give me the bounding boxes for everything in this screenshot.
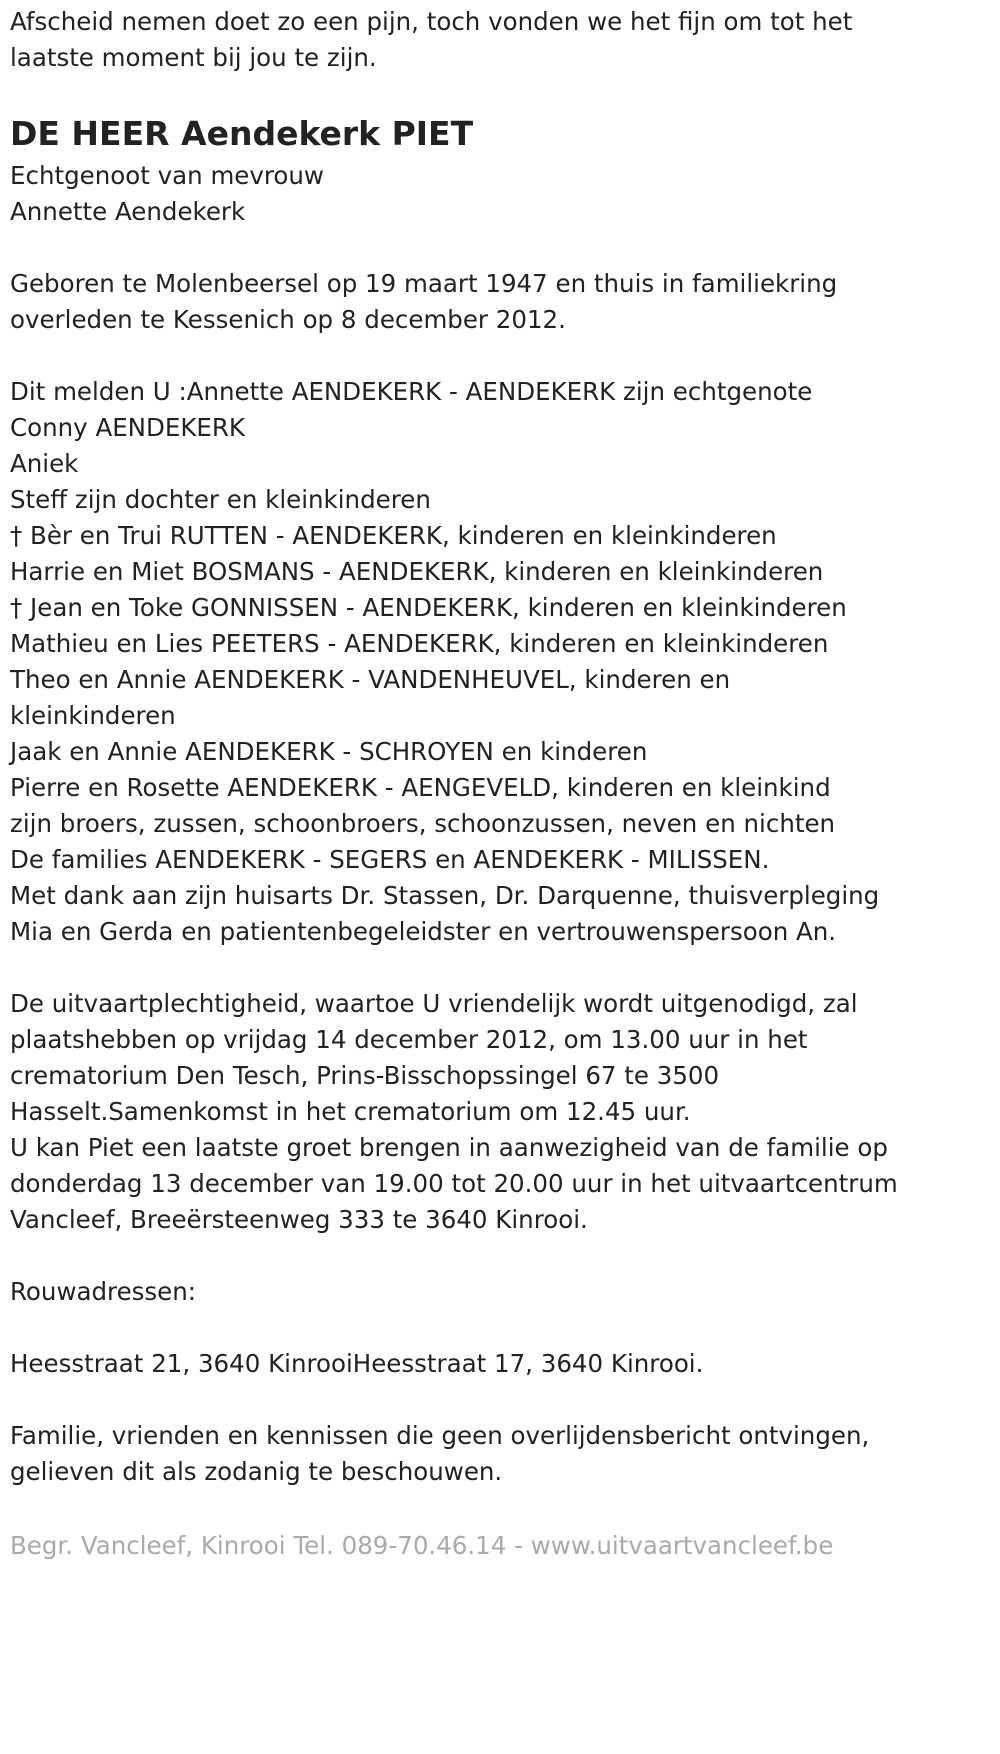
family-line: † Bèr en Trui RUTTEN - AENDEKERK, kinderen en kleinkinderen [10, 521, 777, 550]
spacer [10, 1382, 990, 1418]
family-line: De families AENDEKERK - SEGERS en AENDEKERK - MILISSEN. [10, 845, 770, 874]
intro-line: laatste moment bij jou te zijn. [10, 43, 377, 72]
obituary-document [0, 4, 1000, 1564]
ceremony-line: plaatshebben op vrijdag 14 december 2012, om 13.00 uur in het [10, 1025, 808, 1054]
spacer [10, 1310, 990, 1346]
family-line: zijn broers, zussen, schoonbroers, schoonzussen, neven en nichten [10, 809, 836, 838]
family-line: Aniek [10, 449, 79, 478]
deceased-name-title: DE HEER Aendekerk PIET [10, 114, 474, 153]
ceremony-line: Hasselt.Samenkomst in het crematorium om 12.45 uur. [10, 1097, 691, 1126]
birth-line: Geboren te Molenbeersel op 19 maart 1947 en thuis in familiekring [10, 269, 838, 298]
closing-line: Familie, vrienden en kennissen die geen overlijdensbericht ontvingen, [10, 1421, 870, 1450]
family-line: kleinkinderen [10, 701, 176, 730]
family-line: Mathieu en Lies PEETERS - AENDEKERK, kinderen en kleinkinderen [10, 629, 829, 658]
birth-death-section [10, 266, 990, 338]
intro-quote [10, 4, 990, 76]
closing-section [10, 1418, 990, 1490]
family-line: Dit melden U :Annette AENDEKERK - AENDEKERK zijn echtgenote [10, 377, 813, 406]
family-section [10, 374, 990, 950]
spouse-line: Annette Aendekerk [10, 197, 246, 226]
spacer [10, 1238, 990, 1274]
family-line: Jaak en Annie AENDEKERK - SCHROYEN en kinderen [10, 737, 648, 766]
ceremony-line: U kan Piet een laatste groet brengen in aanwezigheid van de familie op [10, 1133, 888, 1162]
family-line: Pierre en Rosette AENDEKERK - AENGEVELD, kinderen en kleinkind [10, 773, 831, 802]
family-line: Harrie en Miet BOSMANS - AENDEKERK, kinderen en kleinkinderen [10, 557, 824, 586]
spacer [10, 950, 990, 986]
intro-line: Afscheid nemen doet zo een pijn, toch vonden we het fijn om tot het [10, 7, 853, 36]
closing-line: gelieven dit als zodanig te beschouwen. [10, 1457, 503, 1486]
family-line: Theo en Annie AENDEKERK - VANDENHEUVEL, kinderen en [10, 665, 731, 694]
birth-line: overleden te Kessenich op 8 december 2012. [10, 305, 566, 334]
spacer [10, 338, 990, 374]
spouse-section [10, 158, 990, 230]
ceremony-line: donderdag 13 december van 19.00 tot 20.00 uur in het uitvaartcentrum [10, 1169, 898, 1198]
spouse-line: Echtgenoot van mevrouw [10, 161, 324, 190]
ceremony-line: crematorium Den Tesch, Prins-Bisschopssingel 67 te 3500 [10, 1061, 720, 1090]
family-line: Met dank aan zijn huisarts Dr. Stassen, Dr. Darquenne, thuisverpleging [10, 881, 880, 910]
mourning-addresses: Heesstraat 21, 3640 KinrooiHeesstraat 17, 3640 Kinrooi. [10, 1349, 704, 1378]
ceremony-section [10, 986, 990, 1238]
spacer [10, 230, 990, 266]
mourning-addresses-label: Rouwadressen: [10, 1277, 197, 1306]
family-line: Conny AENDEKERK [10, 413, 245, 442]
ceremony-line: De uitvaartplechtigheid, waartoe U vriendelijk wordt uitgenodigd, zal [10, 989, 858, 1018]
family-line: Steff zijn dochter en kleinkinderen [10, 485, 431, 514]
family-line: † Jean en Toke GONNISSEN - AENDEKERK, kinderen en kleinkinderen [10, 593, 847, 622]
funeral-home-footer: Begr. Vancleef, Kinrooi Tel. 089-70.46.14 - www.uitvaartvancleef.be [10, 1531, 834, 1560]
ceremony-line: Vancleef, Breeërsteenweg 333 te 3640 Kinrooi. [10, 1205, 588, 1234]
family-line: Mia en Gerda en patientenbegeleidster en vertrouwenspersoon An. [10, 917, 837, 946]
